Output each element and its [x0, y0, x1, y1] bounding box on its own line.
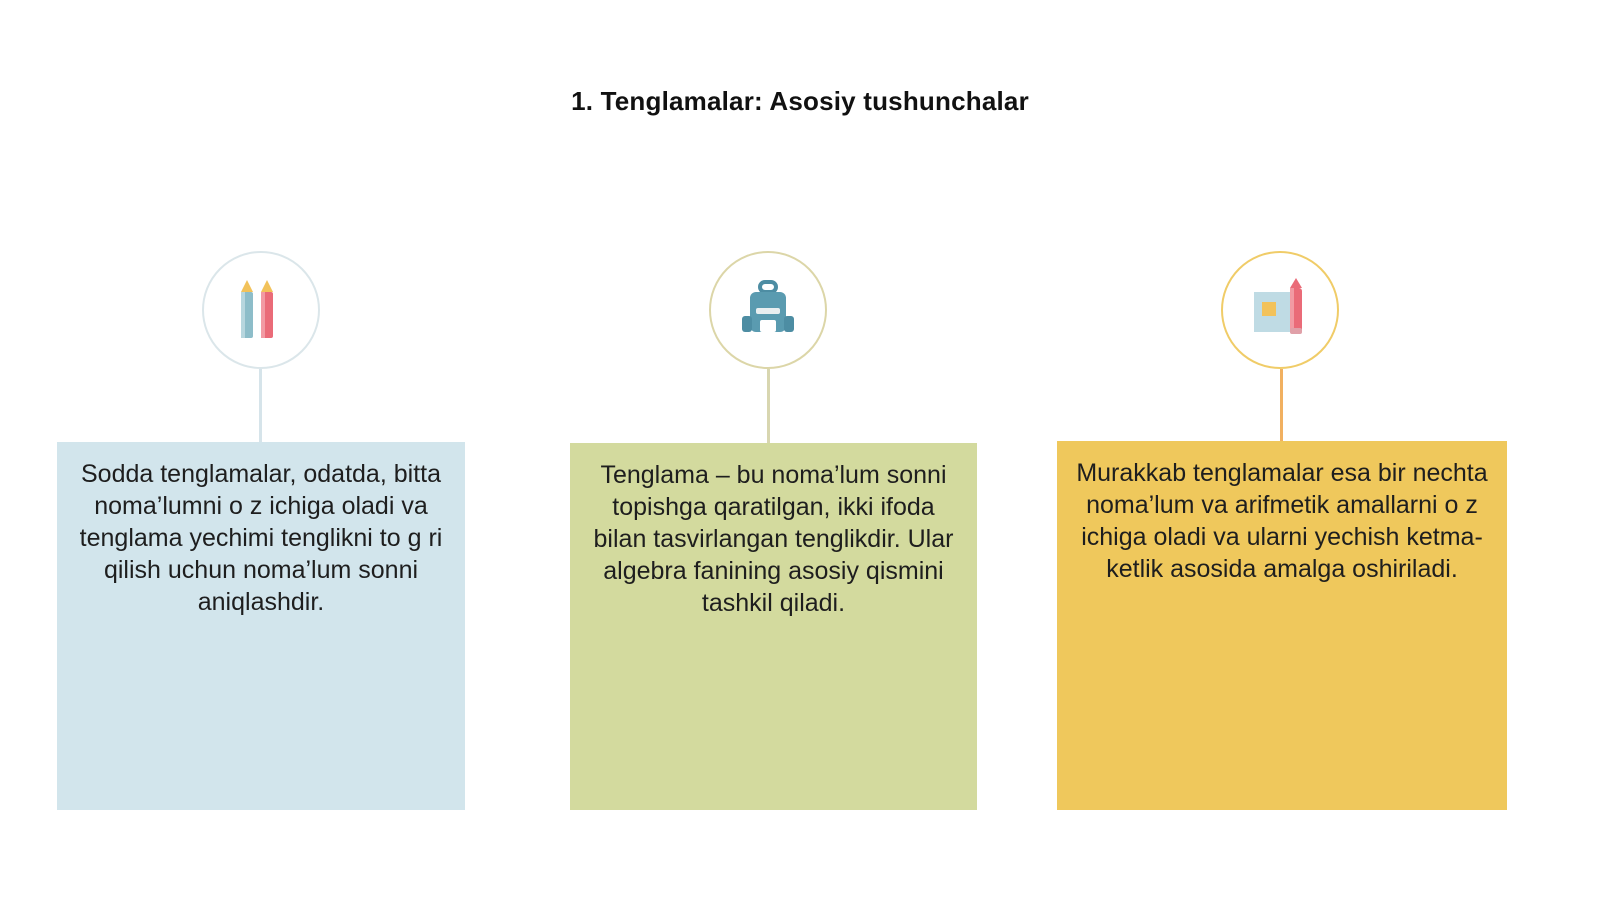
icon-circle-3	[1221, 251, 1339, 369]
info-card-3-text: Murakkab tenglamalar esa bir nechta noma’lum va arifmetik amallarni o z ichiga oladi va ularni yechish ketma-ketlik asosida amalga oshiriladi.	[1076, 459, 1488, 583]
connector-line-1	[259, 369, 262, 442]
slide-title: 1. Tenglamalar: Asosiy tushunchalar	[571, 86, 1029, 116]
connector-line-3	[1280, 369, 1283, 441]
drawing-board-icon	[1250, 278, 1310, 342]
info-card-3	[1057, 441, 1507, 810]
icon-circle-2	[709, 251, 827, 369]
pencils-icon	[233, 278, 289, 342]
info-card-2-text: Tenglama – bu noma’lum sonni topishga qaratilgan, ikki ifoda bilan tasvirlangan tenglikdir. Ular algebra fanining asosiy qismini tashkil qiladi.	[593, 461, 954, 617]
info-card-1	[57, 442, 465, 810]
info-card-2	[570, 443, 977, 810]
icon-circle-1	[202, 251, 320, 369]
info-card-1-text: Sodda tenglamalar, odatda, bitta noma’lumni o z ichiga oladi va tenglama yechimi tenglikni to g ri qilish uchun noma’lum sonni aniqlashdir.	[79, 460, 443, 616]
connector-line-2	[767, 369, 770, 443]
backpack-icon	[738, 278, 798, 342]
